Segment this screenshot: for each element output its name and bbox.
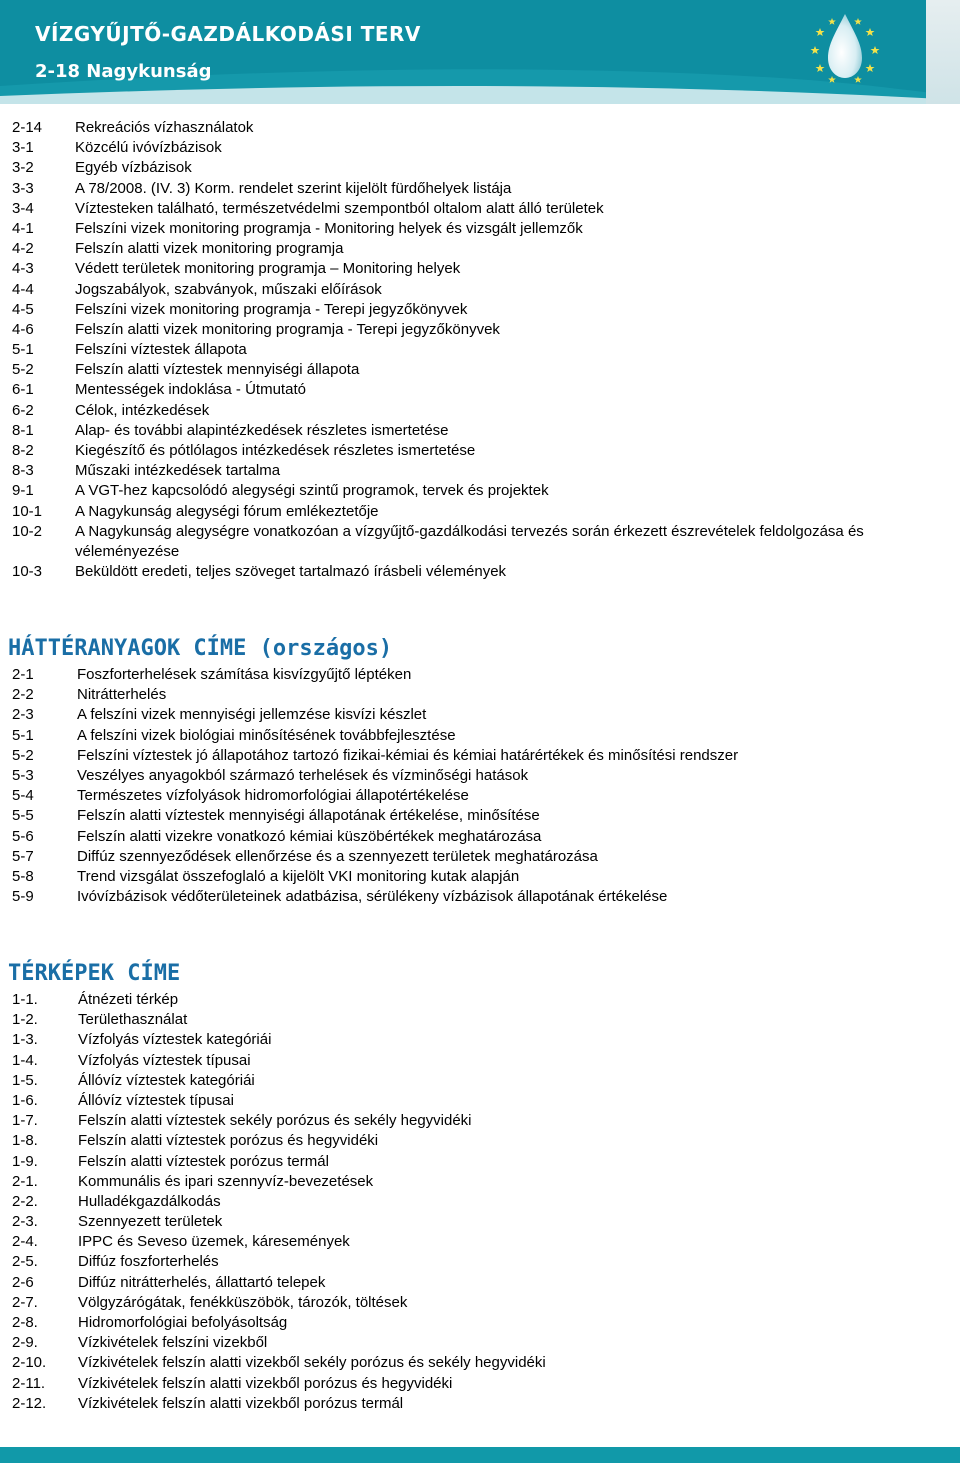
list-item bbox=[0, 502, 960, 522]
list-item bbox=[0, 259, 960, 279]
item-code: 9-1 bbox=[12, 482, 34, 500]
list-item bbox=[0, 887, 960, 907]
item-code: 2-12. bbox=[12, 1394, 47, 1412]
item-code: 2-3. bbox=[12, 1213, 38, 1231]
list-item bbox=[0, 461, 960, 481]
item-code: 1-1. bbox=[12, 991, 38, 1008]
item-code: 1-9. bbox=[12, 1152, 38, 1170]
item-label: Diffúz foszforterhelés bbox=[78, 1253, 219, 1271]
list-item bbox=[0, 280, 960, 300]
item-label: Szennyezett területek bbox=[78, 1213, 223, 1231]
list-item bbox=[0, 786, 960, 806]
item-code: 8-1 bbox=[12, 421, 34, 439]
item-code: 5-7 bbox=[12, 847, 34, 865]
item-code: 5-5 bbox=[12, 807, 34, 825]
list-item bbox=[0, 705, 960, 725]
list-item bbox=[0, 118, 960, 138]
item-code: 2-3 bbox=[12, 706, 34, 724]
header-right-band bbox=[926, 0, 960, 104]
item-label: Felszín alatti vizekre vonatkozó kémiai küszöbértékek meghatározása bbox=[77, 827, 542, 845]
item-label: Vízfolyás víztestek típusai bbox=[78, 1051, 251, 1069]
item-code: 2-10. bbox=[12, 1354, 47, 1372]
footer-bar bbox=[0, 1447, 960, 1463]
item-label: Felszín alatti vizek monitoring programja - Terepi jegyzőkönyvek bbox=[75, 320, 500, 338]
list-item bbox=[0, 138, 960, 158]
item-code: 5-8 bbox=[12, 867, 34, 885]
list-item bbox=[0, 1172, 960, 1192]
document-subtitle: 2-18 Nagykunság bbox=[35, 61, 212, 82]
item-label: Nitrátterhelés bbox=[77, 686, 167, 704]
item-label: Védett területek monitoring programja – Monitoring helyek bbox=[75, 260, 461, 278]
list-item bbox=[0, 421, 960, 441]
list-item bbox=[0, 1091, 960, 1111]
item-code: 1-6. bbox=[12, 1091, 38, 1109]
item-code: 5-4 bbox=[12, 787, 34, 805]
list-item bbox=[0, 990, 960, 1010]
list-item bbox=[0, 1152, 960, 1172]
list-item bbox=[0, 380, 960, 400]
item-label: Kiegészítő és pótlólagos intézkedések részletes ismertetése bbox=[75, 442, 476, 459]
list-item bbox=[0, 239, 960, 259]
item-label: IPPC és Seveso üzemek, káresemények bbox=[78, 1233, 350, 1251]
item-label: Vízkivételek felszín alatti vizekből sekély porózus és sekély hegyvidéki bbox=[78, 1354, 546, 1372]
item-code: 1-2. bbox=[12, 1011, 38, 1029]
item-label: Beküldött eredeti, teljes szöveget tartalmazó írásbeli vélemények bbox=[75, 563, 507, 581]
item-label: Trend vizsgálat összefoglaló a kijelölt VKI monitoring kutak alapján bbox=[77, 867, 520, 885]
list-item bbox=[0, 179, 960, 199]
item-label: Közcélú ivóvízbázisok bbox=[75, 139, 222, 157]
item-code: 2-7. bbox=[12, 1293, 38, 1311]
item-code: 3-1 bbox=[12, 139, 34, 157]
item-label: Veszélyes anyagokból származó terhelések és vízminőségi hatások bbox=[77, 766, 529, 784]
list-item bbox=[0, 665, 960, 685]
item-label: A VGT-hez kapcsolódó alegységi szintű programok, tervek és projektek bbox=[75, 482, 549, 500]
item-code: 1-5. bbox=[12, 1071, 38, 1089]
maps-section-title: TÉRKÉPEK CÍME bbox=[8, 961, 181, 986]
item-label: Felszíni vizek monitoring programja - Terepi jegyzőkönyvek bbox=[75, 300, 468, 318]
item-code: 6-2 bbox=[12, 401, 34, 419]
item-label: Területhasználat bbox=[78, 1011, 188, 1029]
item-code: 5-3 bbox=[12, 766, 34, 784]
item-code: 5-2 bbox=[12, 746, 34, 764]
list-item bbox=[0, 1374, 960, 1394]
item-label: Jogszabályok, szabványok, műszaki előírások bbox=[75, 280, 382, 298]
list-item bbox=[0, 320, 960, 340]
item-label: Völgyzárógátak, fenékküszöbök, tározók, töltések bbox=[78, 1293, 408, 1311]
item-label: Állóvíz víztestek típusai bbox=[78, 1091, 234, 1109]
list-item bbox=[0, 1252, 960, 1272]
background-list bbox=[0, 665, 960, 907]
item-code: 2-6 bbox=[12, 1273, 34, 1291]
list-item bbox=[0, 1010, 960, 1030]
item-label: Diffúz szennyeződések ellenőrzése és a szennyezett területek meghatározása bbox=[77, 847, 598, 865]
item-label: Felszíni vizek monitoring programja - Monitoring helyek és vizsgált jellemzők bbox=[75, 219, 583, 237]
list-item bbox=[0, 867, 960, 887]
list-item bbox=[0, 806, 960, 826]
item-code: 4-4 bbox=[12, 280, 34, 298]
list-item bbox=[0, 1232, 960, 1252]
list-item bbox=[0, 1030, 960, 1050]
water-drop-eu-stars-icon bbox=[810, 8, 880, 86]
annex-list bbox=[0, 118, 960, 582]
item-label: Műszaki intézkedések tartalma bbox=[75, 462, 281, 480]
item-label: A felszíni vizek mennyiségi jellemzése kisvízi készlet bbox=[77, 706, 427, 724]
item-label: Mentességek indoklása - Útmutató bbox=[75, 381, 306, 399]
item-code: 1-4. bbox=[12, 1051, 38, 1069]
item-code: 1-3. bbox=[12, 1031, 38, 1049]
list-item bbox=[0, 481, 960, 501]
item-label: Ivóvízbázisok védőterületeinek adatbázisa, sérülékeny vízbázisok állapotának értékelése bbox=[77, 888, 668, 906]
item-label: Alap- és további alapintézkedések részletes ismertetése bbox=[75, 421, 449, 439]
item-label: Célok, intézkedések bbox=[75, 401, 210, 419]
item-code: 1-7. bbox=[12, 1112, 38, 1130]
item-code: 2-2 bbox=[12, 686, 34, 704]
item-label: Hidromorfológiai befolyásoltság bbox=[78, 1314, 288, 1331]
list-item bbox=[0, 1071, 960, 1091]
list-item bbox=[0, 1273, 960, 1293]
maps-list bbox=[0, 990, 960, 1414]
item-label: Vízkivételek felszín alatti vizekből porózus termál bbox=[78, 1394, 404, 1412]
list-item bbox=[0, 219, 960, 239]
item-code: 2-1. bbox=[12, 1172, 38, 1190]
item-code: 6-1 bbox=[12, 381, 34, 399]
list-item bbox=[0, 401, 960, 421]
item-label: A 78/2008. (IV. 3) Korm. rendelet szerint kijelölt fürdőhelyek listája bbox=[75, 179, 512, 197]
list-item bbox=[0, 1192, 960, 1212]
item-code: 5-9 bbox=[12, 888, 34, 906]
list-item bbox=[0, 340, 960, 360]
document-title: VÍZGYŰJTŐ-GAZDÁLKODÁSI TERV bbox=[35, 22, 421, 46]
item-code: 2-14 bbox=[12, 119, 43, 136]
item-code: 3-2 bbox=[12, 159, 34, 177]
list-item bbox=[0, 1293, 960, 1313]
background-section-title: HÁTTÉRANYAGOK CÍME (országos) bbox=[8, 636, 393, 661]
item-label: A Nagykunság alegységi fórum emlékeztetője bbox=[75, 502, 379, 520]
item-code: 10-1 bbox=[12, 502, 43, 520]
item-label: Vízfolyás víztestek kategóriái bbox=[78, 1031, 272, 1049]
list-item bbox=[0, 726, 960, 746]
item-label: Vízkivételek felszín alatti vizekből porózus és hegyvidéki bbox=[78, 1374, 453, 1392]
item-code: 4-3 bbox=[12, 260, 34, 278]
list-item bbox=[0, 1394, 960, 1414]
item-code: 3-3 bbox=[12, 179, 34, 197]
list-item bbox=[0, 1333, 960, 1353]
item-code: 5-1 bbox=[12, 726, 34, 744]
item-code: 8-3 bbox=[12, 462, 34, 480]
item-code: 4-6 bbox=[12, 320, 34, 338]
list-item bbox=[0, 685, 960, 705]
page-header bbox=[0, 0, 960, 104]
item-code: 8-2 bbox=[12, 442, 34, 459]
item-code: 2-11. bbox=[12, 1374, 46, 1392]
item-code: 10-2 bbox=[12, 522, 43, 540]
item-label: Kommunális és ipari szennyvíz-bevezetések bbox=[78, 1172, 374, 1190]
item-code: 5-1 bbox=[12, 341, 34, 359]
item-label: Felszín alatti víztestek mennyiségi állapotának értékelése, minősítése bbox=[77, 807, 540, 825]
list-item bbox=[0, 1111, 960, 1131]
item-code: 4-1 bbox=[12, 219, 34, 237]
list-item bbox=[0, 158, 960, 178]
item-label: A felszíni vizek biológiai minősítésének továbbfejlesztése bbox=[77, 726, 456, 744]
list-item bbox=[0, 1313, 960, 1333]
item-label: A Nagykunság alegységre vonatkozóan a vízgyűjtő-gazdálkodási tervezés során érkezett észrevételek feldolgozása és véleményezése bbox=[75, 522, 864, 560]
item-label: Felszíni víztestek állapota bbox=[75, 341, 247, 359]
item-label: Felszíni víztestek jó állapotához tartozó fizikai-kémiai és kémiai határértékek és minősítési rendszer bbox=[77, 746, 739, 764]
item-code: 2-1 bbox=[12, 666, 34, 683]
list-item bbox=[0, 300, 960, 320]
list-item bbox=[0, 847, 960, 867]
list-item bbox=[0, 766, 960, 786]
item-code: 4-2 bbox=[12, 240, 34, 258]
item-code: 2-9. bbox=[12, 1334, 38, 1352]
list-item bbox=[0, 827, 960, 847]
list-item bbox=[0, 522, 960, 562]
item-label: Természetes vízfolyások hidromorfológiai állapotértékelése bbox=[77, 787, 469, 805]
list-item bbox=[0, 1212, 960, 1232]
item-label: Felszín alatti víztestek sekély porózus és sekély hegyvidéki bbox=[78, 1112, 472, 1130]
list-item bbox=[0, 1353, 960, 1373]
item-code: 1-8. bbox=[12, 1132, 38, 1150]
item-code: 2-5. bbox=[12, 1253, 38, 1271]
list-item bbox=[0, 360, 960, 380]
item-code: 2-8. bbox=[12, 1314, 38, 1331]
item-label: Felszín alatti víztestek mennyiségi állapota bbox=[75, 361, 360, 379]
item-code: 10-3 bbox=[12, 563, 43, 581]
list-item bbox=[0, 199, 960, 219]
list-item bbox=[0, 746, 960, 766]
item-label: Egyéb vízbázisok bbox=[75, 159, 192, 177]
list-item bbox=[0, 441, 960, 461]
item-label: Vízkivételek felszíni vizekből bbox=[78, 1334, 268, 1352]
item-code: 3-4 bbox=[12, 199, 34, 217]
item-label: Hulladékgazdálkodás bbox=[78, 1192, 221, 1210]
item-label: Rekreációs vízhasználatok bbox=[75, 119, 254, 136]
item-label: Felszín alatti víztestek porózus termál bbox=[78, 1152, 329, 1170]
item-code: 5-2 bbox=[12, 361, 34, 379]
item-label: Átnézeti térkép bbox=[78, 991, 179, 1008]
item-code: 2-4. bbox=[12, 1233, 38, 1251]
item-label: Állóvíz víztestek kategóriái bbox=[78, 1071, 255, 1089]
item-label: Víztesteken található, természetvédelmi szempontból oltalom alatt álló területek bbox=[75, 199, 604, 217]
item-label: Felszín alatti víztestek porózus és hegyvidéki bbox=[78, 1132, 379, 1150]
item-label: Felszín alatti vizek monitoring programja bbox=[75, 240, 344, 258]
item-label: Foszforterhelések számítása kisvízgyűjtő léptéken bbox=[77, 666, 412, 683]
item-code: 2-2. bbox=[12, 1192, 38, 1210]
item-code: 5-6 bbox=[12, 827, 34, 845]
item-code: 4-5 bbox=[12, 300, 34, 318]
list-item bbox=[0, 1051, 960, 1071]
list-item bbox=[0, 562, 960, 582]
item-label: Diffúz nitrátterhelés, állattartó telepek bbox=[78, 1273, 326, 1291]
list-item bbox=[0, 1131, 960, 1151]
